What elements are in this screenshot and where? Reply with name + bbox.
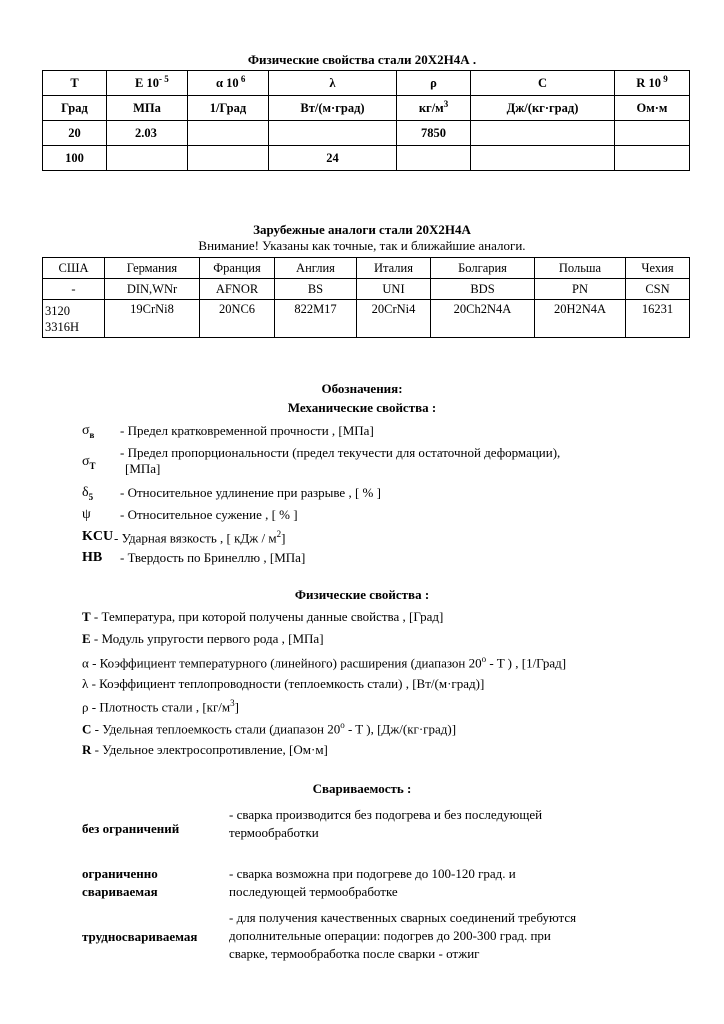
analogs-note: Внимание! Указаны как точные, так и ближайшие аналоги. (198, 238, 526, 253)
table-cell (188, 121, 269, 146)
header-cell: C (471, 71, 615, 96)
units-cell: МПа (107, 96, 188, 121)
header-cell: T (43, 71, 107, 96)
legend-item: $\sigma_в$ - Предел кратковременной прочности , [МПа] (82, 423, 374, 440)
standard-cell: BDS (431, 279, 535, 300)
table-cell (107, 146, 188, 171)
units-cell: Вт/(м·град) (269, 96, 397, 121)
country-cell: Чехия (626, 258, 690, 279)
table-cell (471, 146, 615, 171)
table-cell (269, 121, 397, 146)
kcu-symbol: KCU (82, 529, 114, 544)
sigma-symbol: $\sigma_T$ (82, 454, 96, 471)
grade-cell: 19CrNi8 (105, 300, 200, 338)
weld-desc: - сварка производится без подогрева и без последующей термообработки (229, 807, 543, 840)
units-cell: $кг/м^3$ (397, 96, 471, 121)
country-cell: Болгария (431, 258, 535, 279)
country-cell: Англия (275, 258, 357, 279)
table-cell: 2.03 (107, 121, 188, 146)
weld-desc: - сварка возможна при подогреве до 100-120 град. и последующей термообработке (229, 866, 516, 899)
grade-cell: 822M17 (275, 300, 357, 338)
table-header-row (43, 71, 690, 96)
table-row (43, 300, 690, 338)
header-cell: ρ (397, 71, 471, 96)
grade-cell: 20CrNi4 (357, 300, 431, 338)
table-cell (615, 121, 690, 146)
units-cell: 1/Град (188, 96, 269, 121)
grade-cell: 20Ch2N4A (431, 300, 535, 338)
standard-cell: AFNOR (200, 279, 275, 300)
header-cell: α 10 $^6$ (188, 71, 269, 96)
delta-symbol: $\delta_5$ (82, 485, 94, 502)
standard-cell: BS (275, 279, 357, 300)
hb-symbol: HB (82, 550, 103, 565)
table-cell (615, 146, 690, 171)
grade-cell: 3120 3316H (43, 300, 105, 338)
table-cell (471, 121, 615, 146)
legend-item: λ - Коэффициент теплопроводности (теплоемкость стали) , [Вт/(м·град)] (82, 676, 485, 691)
legend-item: ρ - Плотность стали , $[кг/м^3]$ (82, 698, 239, 715)
table-row (43, 121, 690, 146)
legend-item: C - Удельная теплоемкость стали (диапазон 20$^o$ - T ), [Дж/(кг·град)] (82, 720, 457, 737)
country-cell: Италия (357, 258, 431, 279)
table-units-row (43, 96, 690, 121)
weld-desc: - для получения качественных сварных соединений требуются дополнительные операции: подогрев до 200-300 град. при сварке, термообработка после сварки - отжиг (229, 910, 577, 961)
legend-item: R - Удельное электросопротивление, [Ом·м] (82, 742, 328, 757)
weld-term: трудносвариваемая (82, 929, 198, 944)
grade-cell: 16231 (626, 300, 690, 338)
weldability-title: Свариваемость : (312, 781, 412, 796)
table-cell (397, 146, 471, 171)
table-row (43, 146, 690, 171)
header-cell: λ (269, 71, 397, 96)
table-cell: 20 (43, 121, 107, 146)
table-row (43, 279, 690, 300)
table-cell (188, 146, 269, 171)
legend-item: ψ - Относительное сужение , [ % ] (82, 507, 298, 522)
foreign-analogs-table (42, 257, 690, 338)
table-header-row (43, 258, 690, 279)
legend-item: KCU - Ударная вязкость , [ кДж / $м^2$] (82, 529, 286, 546)
analogs-title: Зарубежные аналоги стали 20Х2Н4А (253, 222, 471, 237)
country-cell: Франция (200, 258, 275, 279)
grade-cell: 20NC6 (200, 300, 275, 338)
phys-props-title: Физические свойства : (294, 587, 430, 602)
mech-props-title: Механические свойства : (287, 400, 437, 415)
standard-cell: CSN (626, 279, 690, 300)
units-cell: Дж/(кг·град) (471, 96, 615, 121)
physical-properties-table (42, 70, 690, 171)
weld-term: без ограничений (82, 821, 180, 836)
units-cell: Град (43, 96, 107, 121)
psi-symbol: ψ (82, 507, 91, 522)
units-cell: Ом·м (615, 96, 690, 121)
country-cell: Германия (105, 258, 200, 279)
legend-item: E - Модуль упругости первого рода , [МПа] (82, 631, 324, 646)
table-cell: 7850 (397, 121, 471, 146)
country-cell: США (43, 258, 105, 279)
grade-cell: 20H2N4A (535, 300, 626, 338)
header-cell: R 10 $^9$ (615, 71, 690, 96)
standard-cell: UNI (357, 279, 431, 300)
legend-title: Обозначения: (321, 381, 403, 396)
legend-item: α - Коэффициент температурного (линейного) расширения (диапазон 20$^o$ - T ) , [1/Град] (82, 654, 567, 671)
phys-table-title: Физические свойства стали 20Х2Н4А . (247, 52, 477, 67)
header-cell: E $10^{- 5}$ (107, 71, 188, 96)
standard-cell: DIN,WNr (105, 279, 200, 300)
sigma-symbol: $\sigma_в$ (82, 423, 95, 440)
legend-item: HB - Твердость по Бринеллю , [МПа] (82, 550, 306, 565)
standard-cell: PN (535, 279, 626, 300)
legend-item: $\sigma_T$ - Предел пропорциональности (предел текучести для остаточной деформации), [МПа] (82, 445, 561, 476)
legend-item: T - Температура, при которой получены данные свойства , [Град] (82, 609, 444, 624)
table-cell: 100 (43, 146, 107, 171)
legend-item: $\delta_5$ - Относительное удлинение при разрыве , [ % ] (82, 485, 381, 502)
weld-term: ограниченно свариваемая (82, 866, 158, 899)
standard-cell: - (43, 279, 105, 300)
table-cell: 24 (269, 146, 397, 171)
country-cell: Польша (535, 258, 626, 279)
